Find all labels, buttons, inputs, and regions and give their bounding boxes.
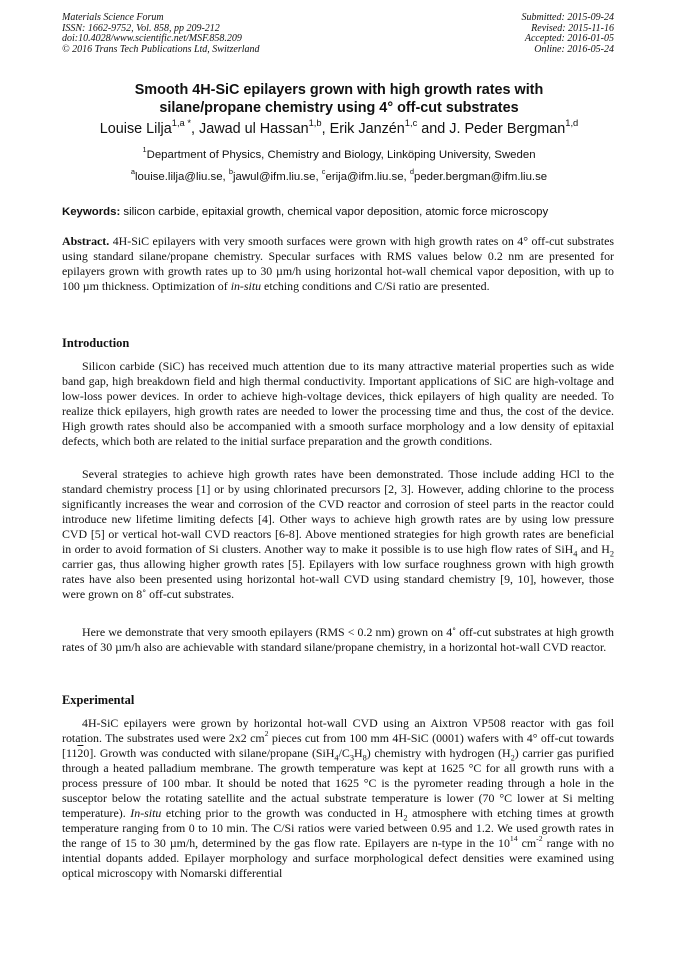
exp-text-6: ) chemistry with hydrogen (H: [366, 746, 511, 760]
intro-p2-sub-2: 2: [609, 549, 615, 559]
author-1-marker: 1,a *: [171, 118, 191, 129]
exp-text-8: etching prior to the growth was conducted in H: [161, 806, 404, 820]
experimental-paragraph: [62, 716, 614, 881]
keywords: [62, 205, 616, 219]
exp-text-5: H: [354, 746, 363, 760]
author-3: , Erik Janzén: [321, 121, 405, 137]
exp-sub-3: 8: [362, 753, 367, 763]
author-1: Louise Lilja: [99, 121, 172, 137]
intro-paragraph-2: [62, 467, 614, 602]
intro-paragraph-3: Here we demonstrate that very smooth epilayers (RMS < 0.2 nm) grown on 4˚ off-cut substrates at high growth rates of 30 µm/h also are achievable with standard silane/propane chemistry, in a horizontal hot-wall CVD reactor.: [62, 625, 614, 654]
date-revised: Revised: 2015-11-16: [531, 22, 614, 34]
email-1: louise.lilja@liu.se,: [135, 171, 229, 183]
journal-info: [62, 13, 260, 55]
affiliation-marker: 1: [142, 145, 147, 155]
exp-sup-3: -2: [536, 834, 543, 844]
publication-dates: [522, 13, 615, 55]
experimental-heading: Experimental: [62, 693, 135, 707]
email-3: erija@ifm.liu.se,: [325, 171, 410, 183]
date-online: Online: 2016-05-24: [534, 43, 614, 55]
journal-issn: ISSN: 1662-9752, Vol. 858, pp 209-212: [62, 22, 220, 34]
exp-sup-2: 14: [509, 834, 518, 844]
exp-text-1: 4H-SiC epilayers were grown by horizontal hot-wall CVD using an Aixtron VP508 reactor with gas foil rotation. The substrates used were 2x2 cm: [62, 716, 614, 745]
journal-name: Materials Science Forum: [62, 12, 164, 23]
exp-overbar-digit: 2: [77, 746, 84, 760]
email-4: peder.bergman@ifm.liu.se: [413, 171, 548, 183]
email-4-marker: d: [409, 167, 414, 177]
keywords-label: Keywords:: [62, 206, 121, 218]
intro-p2-text-2: and H: [577, 542, 610, 556]
intro-paragraph-1: Silicon carbide (SiC) has received much attention due to its many attractive material properties such as wide band gap, high breakdown field and high thermal conductivity. Important applications of SiC are high-voltage and low-loss power devices. In order to achieve high-voltage devices, thick epilayers of high quality are needed. To realize thick epilayers, high growth rates are needed to lower the processing time and thus, the cost of the device. High growth rates should also be accompanied with a smooth surface morphology and a low density of epitaxial defects, which both are related to the initial surface preparation and the growth conditions.: [62, 359, 614, 448]
exp-text-2: pieces cut from 100 mm 4H-SiC (0001) wafers with 4° off-cut towards [11: [62, 731, 614, 760]
paper-title: [62, 81, 616, 117]
journal-copyright: © 2016 Trans Tech Publications Ltd, Switzerland: [62, 43, 260, 55]
title-line-1: Smooth 4H-SiC epilayers grown with high growth rates with: [134, 82, 544, 98]
abstract: [62, 234, 614, 294]
date-accepted: Accepted: 2016-01-05: [524, 33, 614, 45]
email-3-marker: c: [321, 167, 326, 177]
intro-p2-text-1: Several strategies to achieve high growth rates have been demonstrated. Those include adding HCl to the standard chemistry process [1] or by using chlorinated precursors [2, 3]. However, adding chlorine to the process significantly increases the wear and corrosion of the CVD reactor and corrosion of steel parts in the reactor could introduce new lifetime limiting defects [4]. Other ways to achieve high growth rates are by using low pressure CVD [5] or vertical hot-wall CVD reactors [6-8]. Above mentioned strategies for high growth rates are beneficial in order to avoid formation of Si clusters. Another way to make it possible is to use high flow rates of SiH: [62, 467, 614, 556]
exp-sub-4: 2: [510, 753, 515, 763]
author-4: and J. Peder Bergman: [417, 121, 566, 137]
author-4-marker: 1,d: [565, 118, 579, 129]
affiliation-text: Department of Physics, Chemistry and Biology, Linköping University, Sweden: [146, 149, 536, 161]
intro-p2-sub-1: 4: [573, 549, 578, 559]
intro-p2-text-3: carrier gas, thus allowing higher growth rates [5]. Epilayers with low surface roughness grown with high growth rates have also been presented using horizontal hot-wall CVD using standard chemistry [9, 10], however, those were grown on 8˚ off-cut substrates.: [62, 557, 614, 601]
journal-doi: doi:10.4028/www.scientific.net/MSF.858.209: [62, 33, 242, 45]
author-2: , Jawad ul Hassan: [191, 121, 309, 137]
introduction-heading: Introduction: [62, 336, 130, 350]
email-2: jawul@ifm.liu.se,: [233, 171, 322, 183]
title-line-2: silane/propane chemistry using 4° off-cut substrates: [159, 100, 519, 116]
email-1-marker: a: [130, 167, 135, 177]
exp-text-3: 0]. Growth was conducted with silane/propane (SiH: [83, 746, 335, 760]
exp-italic-insitu: In-situ: [130, 806, 162, 820]
abstract-text-2: etching conditions and C/Si ratio are presented.: [261, 279, 490, 293]
exp-sub-1: 4: [334, 753, 339, 763]
abstract-label: Abstract.: [62, 234, 110, 248]
exp-text-7: ) carrier gas purified through a heated palladium membrane. The growth temperature was kept at 1625 °C for all growth runs with a process pressure of 100 mbar. It should be noted that 1625 °C is the pyrometer reading through a hole in the susceptor below the rotating satellite and the actual substrate temperature is lower (70 °C lower at Si melting temperature).: [62, 746, 614, 820]
exp-sub-5: 2: [403, 813, 408, 823]
author-2-marker: 1,b: [308, 118, 322, 129]
exp-text-9: atmosphere with etching times at growth temperature ranging from 0 to 10 min. The C/Si ratios were varied between 0.95 and 1.2. We used growth rates in the range of 15 to 30 µm/h, determined by the gas flow rate. Epilayers are n-type in the 10: [62, 806, 614, 850]
author-3-marker: 1,c: [404, 118, 418, 129]
email-list: [62, 167, 616, 184]
affiliation: [62, 145, 616, 162]
exp-text-4: /C: [338, 746, 350, 760]
exp-text-11: range with no intential dopants added. Epilayer morphology and surface morphological defect densities were examined using optical microscopy with Nomarski differential: [62, 836, 615, 880]
abstract-italic: in-situ: [230, 279, 262, 293]
exp-sub-2: 3: [349, 753, 355, 763]
keywords-text: silicon carbide, epitaxial growth, chemical vapor deposition, atomic force microscopy: [120, 206, 549, 218]
exp-sup-1: 2: [264, 729, 269, 739]
author-list: [62, 120, 616, 138]
email-2-marker: b: [228, 167, 233, 177]
exp-text-10: cm: [517, 836, 537, 850]
abstract-text-1: 4H-SiC epilayers with very smooth surfaces were grown with high growth rates on 4° off-cut substrates using standard silane/propane chemistry. Specular surfaces with RMS values below 0.2 nm are presented for epilayers grown with growth rates up to 30 µm/h using horizontal hot-wall chemical vapor deposition, with up to 100 µm thickness. Optimization of: [62, 234, 614, 293]
date-submitted: Submitted: 2015-09-24: [521, 12, 614, 23]
